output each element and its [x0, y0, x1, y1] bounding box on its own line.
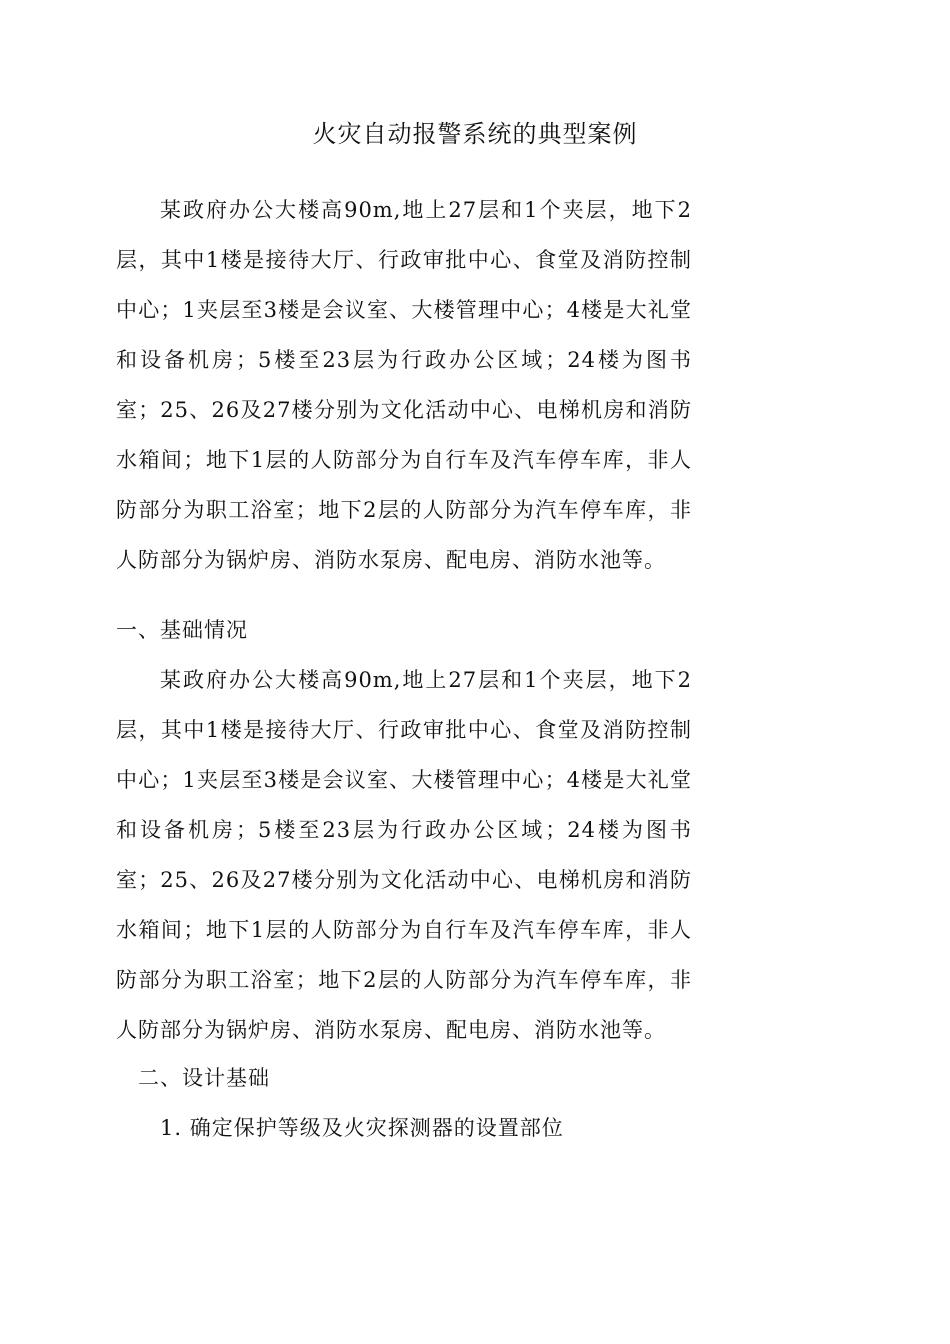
intro-paragraph: 某政府办公大楼高90m,地上27层和1个夹层，地下2层，其中1楼是接待大厅、行政审批中心、食堂及消防控制中心；1夹层至3楼是会议室、大楼管理中心；4楼是大礼堂和设备机房；5楼至23层为行政办公区域；24楼为图书室；25、26及27楼分别为文化活动中心、电梯机房和消防水箱间；地下1层的人防部分为自行车及汽车停车库，非人防部分为职工浴室；地下2层的人防部分为汽车停车库，非人防部分为锅炉房、消防水泵房、配电房、消防水池等。	[116, 198, 692, 572]
section-heading-basic-info: 一、基础情况	[116, 618, 248, 642]
section-heading-design-basis: 二、设计基础	[138, 1066, 270, 1090]
subsection-heading-protection-level: 1. 确定保护等级及火灾探测器的设置部位	[160, 1116, 564, 1140]
document-title: 火灾自动报警系统的典型案例	[312, 120, 638, 148]
section-paragraph-basic-info: 某政府办公大楼高90m,地上27层和1个夹层，地下2层，其中1楼是接待大厅、行政审批中心、食堂及消防控制中心；1夹层至3楼是会议室、大楼管理中心；4楼是大礼堂和设备机房；5楼至23层为行政办公区域；24楼为图书室；25、26及27楼分别为文化活动中心、电梯机房和消防水箱间；地下1层的人防部分为自行车及汽车停车库，非人防部分为职工浴室；地下2层的人防部分为汽车停车库，非人防部分为锅炉房、消防水泵房、配电房、消防水池等。	[116, 668, 692, 1042]
